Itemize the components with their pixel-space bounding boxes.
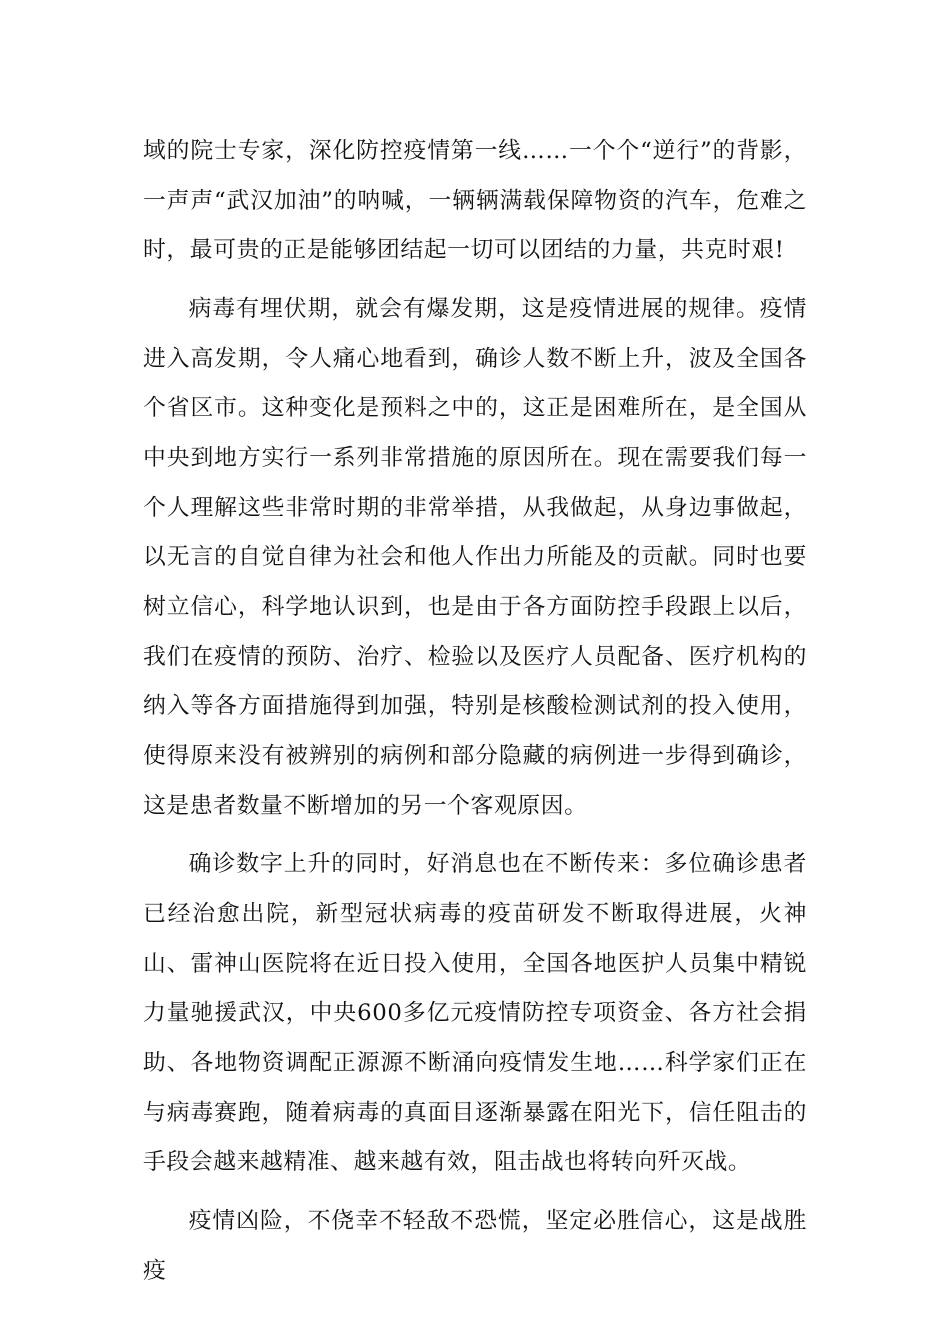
paragraph-3: 确诊数字上升的同时，好消息也在不断传来：多位确诊患者已经治愈出院，新型冠状病毒的疫苗研发不断取得进展，火神山、雷神山医院将在近日投入使用，全国各地医护人员集中精锐力量驰援武汉，中央600多亿元疫情防控专项资金、各方社会捐助、各地物资调配正源源不断涌向疫情发生地……科学家们正在与病毒赛跑，随着病毒的真面目逐渐暴露在阳光下，信任阻击的手段会越来越精准、越来越有效，阻击战也将转向歼灭战。	[143, 851, 807, 1176]
paragraph-1: 域的院士专家，深化防控疫情第一线……一个个“逆行”的背影，一声声“武汉加油”的呐喊，一辆辆满载保障物资的汽车，危难之时，最可贵的正是能够团结起一切可以团结的力量，共克时艰!	[143, 138, 807, 264]
document-page	[143, 127, 807, 1305]
paragraph-2: 病毒有埋伏期，就会有爆发期，这是疫情进展的规律。疫情进入高发期，令人痛心地看到，确诊人数不断上升，波及全国各个省区市。这种变化是预料之中的，这正是困难所在，是全国从中央到地方实行一系列非常措施的原因所在。现在需要我们每一个人理解这些非常时期的非常举措，从我做起，从身边事做起，以无言的自觉自律为社会和他人作出力所能及的贡献。同时也要树立信心，科学地认识到，也是由于各方面防控手段跟上以后，我们在疫情的预防、治疗、检验以及医疗人员配备、医疗机构的纳入等各方面措施得到加强，特别是核酸检测试剂的投入使用，使得原来没有被辨别的病例和部分隐藏的病例进一步得到确诊，这是患者数量不断增加的另一个客观原因。	[143, 295, 807, 819]
paragraph-4: 疫情凶险，不侥幸不轻敌不恐慌，坚定必胜信心，这是战胜疫	[143, 1207, 807, 1284]
